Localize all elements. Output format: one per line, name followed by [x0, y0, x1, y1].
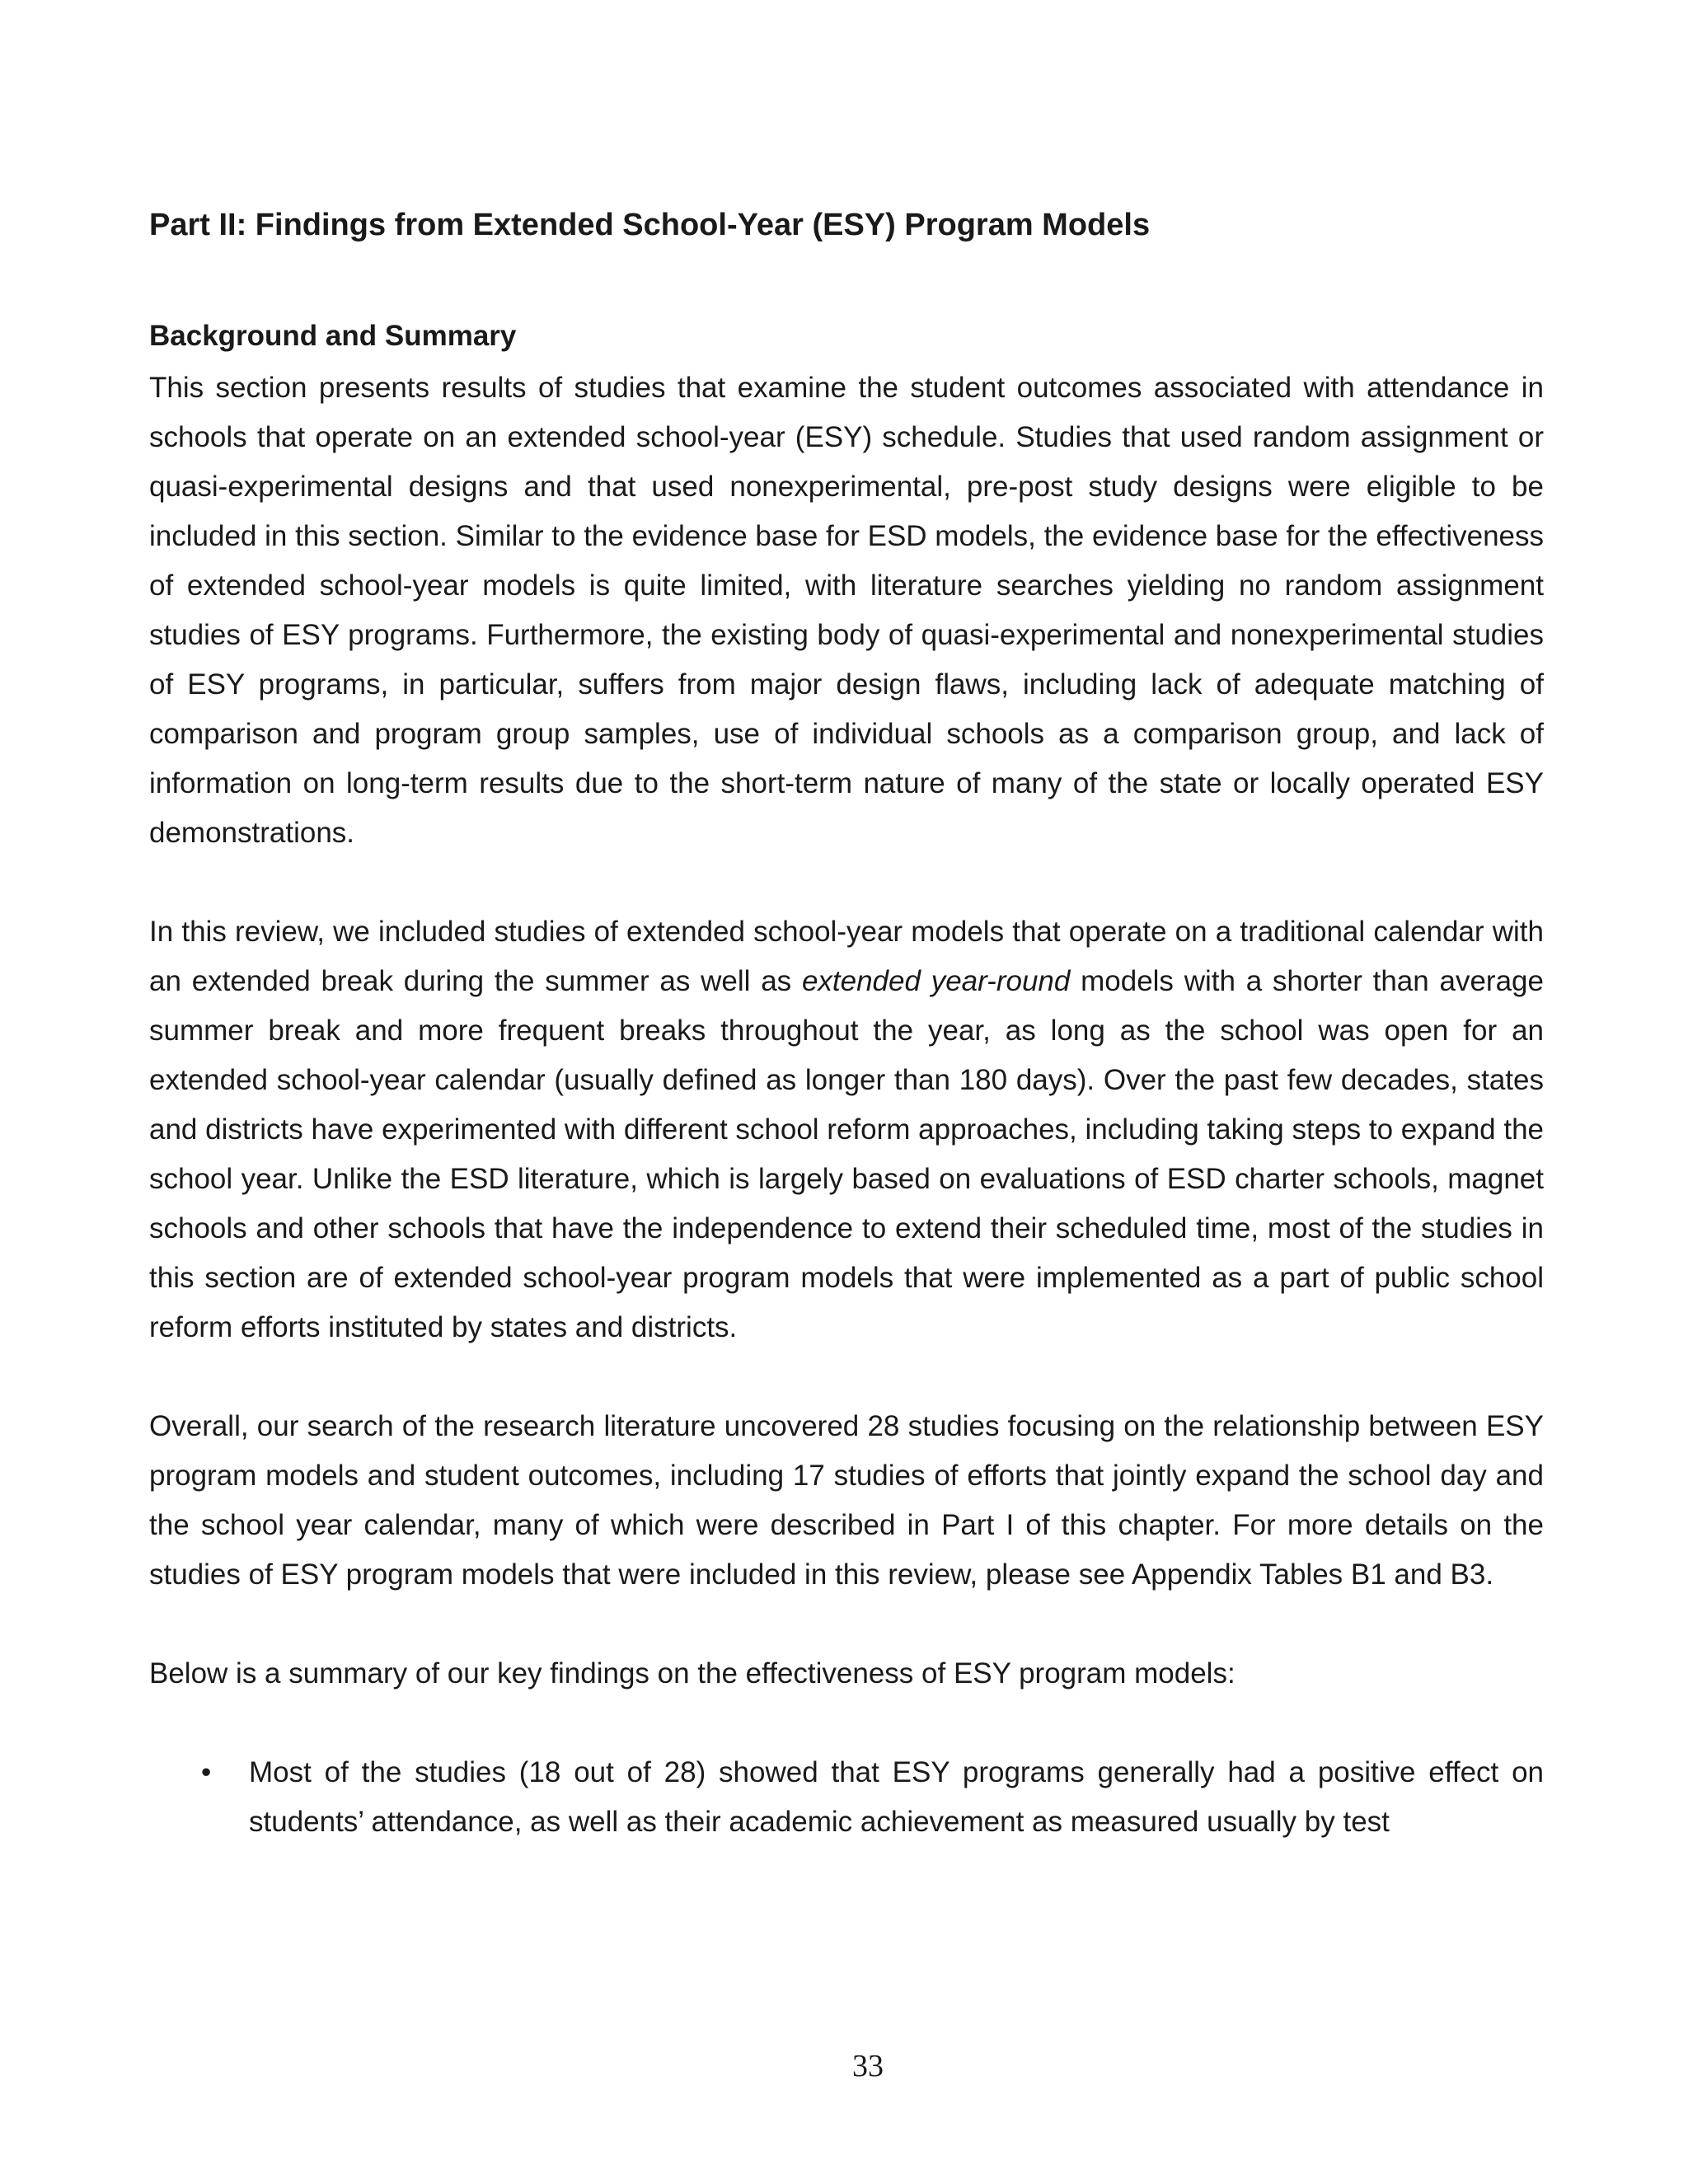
paragraph-overall: Overall, our search of the research literature uncovered 28 studies focusing on the relationship between ESY program models and student outcomes, including 17 studies of efforts that jointly expand the school day and the school year calendar, many of which were described in Part I of this chapter. For more details on the studies of ESY program models that were included in this review, please see Appendix Tables B1 and B3.	[149, 1409, 1544, 1591]
part-title: Part II: Findings from Extended School-Year (ESY) Program Models	[149, 208, 1151, 242]
list-item	[149, 1748, 1544, 1847]
review-text-start: In this review, we included studies of extended school-year models that operate on a traditional calendar with an extended break during the summer as well as	[149, 915, 1544, 997]
paragraph-summary-intro: Below is a summary of our key findings on the effectiveness of ESY program models:	[149, 1657, 1236, 1690]
section-heading: Background and Summary	[149, 319, 517, 352]
page-number: 33	[852, 2049, 884, 2083]
page-content	[149, 190, 1544, 1847]
bullet-icon: •	[201, 1755, 212, 1788]
list-item-text: Most of the studies (18 out of 28) showed that ESY programs generally had a positive effect on students’ attendance, as well as their academic achievement as measured usually by test	[249, 1755, 1544, 1838]
review-text-end: Over the past few decades, states and districts have experimented with different school reform approaches, including taking steps to expand the school year. Unlike the ESD literature, which is largely based on evaluations of ESD charter schools, magnet schools and other schools that have the independence to extend their scheduled time, most of the studies in this section are of extended school-year program models that were implemented as a part of public school reform efforts instituted by states and districts.	[149, 1063, 1544, 1343]
paragraph-review-scope	[149, 907, 1544, 1352]
paragraph-background: This section presents results of studies that examine the student outcomes associated with attendance in schools that operate on an extended school-year (ESY) schedule. Studies that used random assignment or quasi-experimental designs and that used nonexperimental, pre-post study designs were eligible to be included in this section. Similar to the evidence base for ESD models, the evidence base for the effectiveness of extended school-year models is quite limited, with literature searches yielding no random assignment studies of ESY programs. Furthermore, the existing body of quasi-experimental and nonexperimental studies of ESY programs, in particular, suffers from major design flaws, including lack of adequate matching of comparison and program group samples, use of individual schools as a comparison group, and lack of information on long-term results due to the short-term nature of many of the state or locally operated ESY demonstrations.	[149, 371, 1544, 849]
review-text-middle: models with a shorter than average summer break and more frequent breaks throughout the year, as long as the school was open for an extended school-year calendar (usually defined as longer than 180 days).	[149, 964, 1544, 1096]
review-text-italic: extended year-round	[801, 964, 1071, 997]
findings-list	[149, 1748, 1544, 1847]
